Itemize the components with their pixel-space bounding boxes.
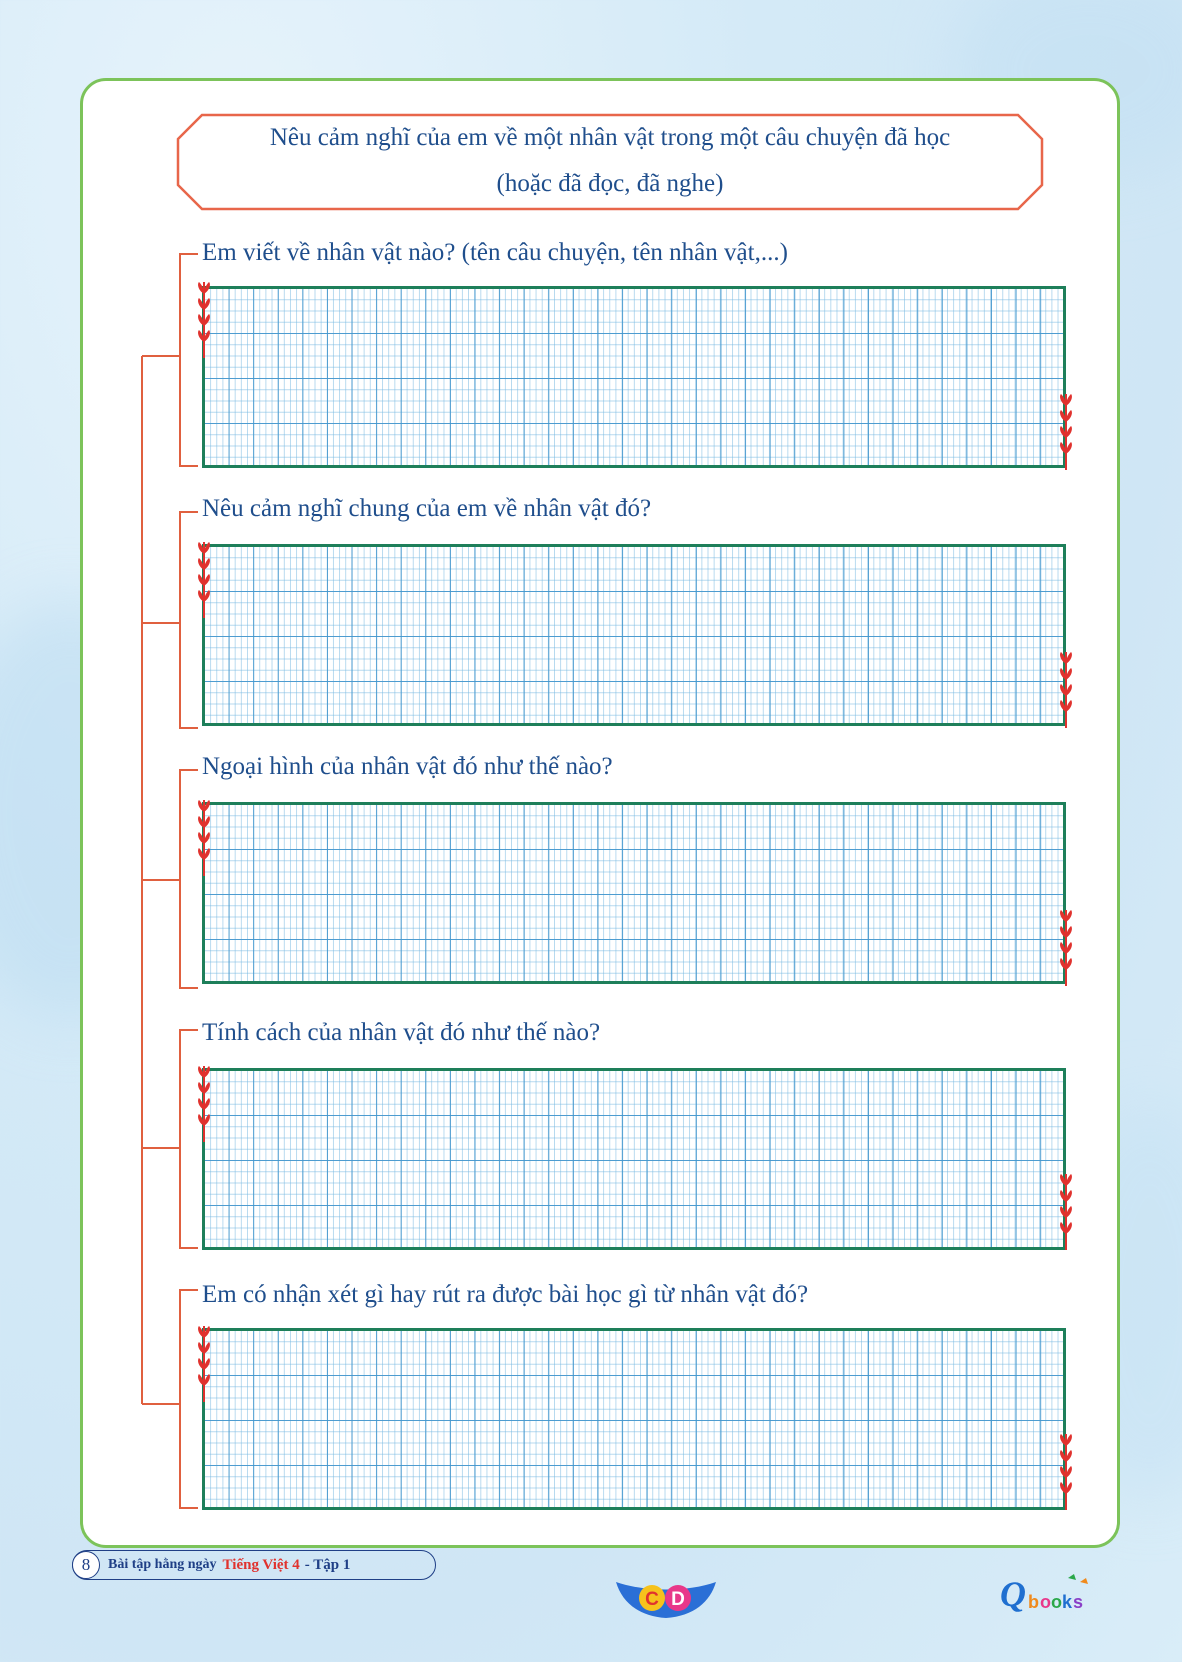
answer-grid-3[interactable] <box>202 802 1066 984</box>
cd-logo <box>614 1576 718 1620</box>
svg-text:b: b <box>1028 1592 1039 1612</box>
svg-text:Q: Q <box>1000 1574 1026 1614</box>
leaf-decoration-icon <box>196 540 212 620</box>
answer-grid-5[interactable] <box>202 1328 1066 1510</box>
answer-grid-2[interactable] <box>202 544 1066 726</box>
title-box <box>176 113 1044 211</box>
leaf-decoration-icon <box>1058 650 1074 730</box>
svg-text:o: o <box>1040 1592 1051 1612</box>
svg-text:k: k <box>1062 1592 1073 1612</box>
question-2-label: Nêu cảm nghĩ chung của em về nhân vật đó? <box>202 495 652 522</box>
page-number: 8 <box>72 1551 100 1579</box>
cd-logo-text: D <box>671 1589 685 1610</box>
question-5-label: Em có nhận xét gì hay rút ra được bài học gì từ nhân vật đó? <box>202 1281 809 1308</box>
question-1-label: Em viết về nhân vật nào? (tên câu chuyện, tên nhân vật,...) <box>202 239 788 266</box>
series-title: Bài tập hằng ngày <box>108 1557 217 1572</box>
title-line-1: Nêu cảm nghĩ của em về một nhân vật trong một câu chuyện đã học <box>269 124 951 151</box>
svg-text:C: C <box>645 1589 659 1610</box>
leaf-decoration-icon <box>196 1324 212 1404</box>
leaf-decoration-icon <box>1058 1172 1074 1252</box>
leaf-decoration-icon <box>196 280 212 360</box>
answer-grid-4[interactable] <box>202 1068 1066 1250</box>
subject-title: Tiếng Việt 4 <box>222 1556 300 1573</box>
svg-text:s: s <box>1073 1592 1084 1612</box>
question-4-label: Tính cách của nhân vật đó như thế nào? <box>202 1019 601 1046</box>
leaf-decoration-icon <box>1058 1432 1074 1512</box>
answer-grid-1[interactable] <box>202 286 1066 468</box>
volume-label: - Tập 1 <box>304 1556 351 1573</box>
leaf-decoration-icon <box>1058 908 1074 988</box>
publisher-logo <box>1000 1568 1110 1618</box>
question-3-label: Ngoại hình của nhân vật đó như thế nào? <box>202 753 613 780</box>
title-line-2: (hoặc đã đọc, đã nghe) <box>496 170 724 197</box>
footer-book-badge <box>72 1550 436 1580</box>
leaf-decoration-icon <box>1058 392 1074 472</box>
svg-text:o: o <box>1051 1592 1062 1612</box>
leaf-decoration-icon <box>196 1064 212 1144</box>
leaf-decoration-icon <box>196 798 212 878</box>
